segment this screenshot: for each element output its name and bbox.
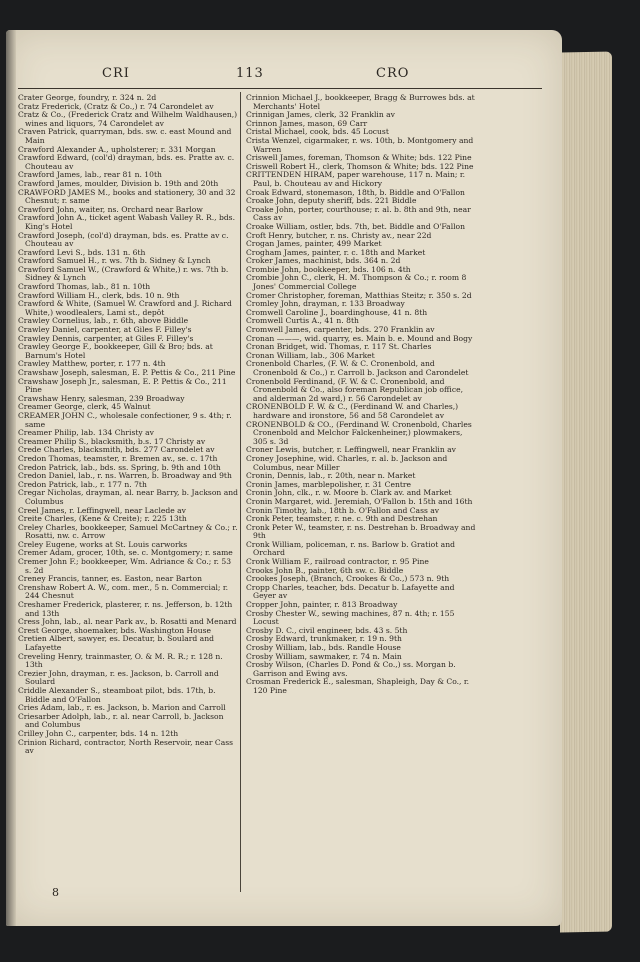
directory-entry: Craven Patrick, quarryman, bds. sw. c. east Mound and Main xyxy=(18,127,232,145)
directory-entry: Crinion Richard, contractor, North Reservoir, near Cass av xyxy=(18,737,234,756)
directory-entry: Cronan Bridget, wid. Thomas, r. 117 St. Charles xyxy=(246,342,432,352)
directory-entry: Crawley Dennis, carpenter, at Giles F. Filley's xyxy=(18,333,194,343)
directory-entry: Crest George, shoemaker, bds. Washington House xyxy=(18,625,212,635)
directory-entry: Crawshaw Henry, salesman, 239 Broadway xyxy=(18,393,185,403)
directory-entry: Cratz Frederick, (Cratz & Co.,) r. 74 Carondelet av xyxy=(18,101,214,111)
directory-entry: Crawford Alexander A., upholsterer; r. 331 Morgan xyxy=(18,144,216,154)
header-left-guide-word: CRI xyxy=(102,66,130,81)
directory-entry: Cropp Charles, teacher, bds. Decatur b. Lafayette and Geyer av xyxy=(246,582,455,601)
directory-entry: Crosby D. C., civil engineer, bds. 43 s. 5th xyxy=(246,625,408,635)
directory-entry: Crosby William, lab., bds. Randle House xyxy=(246,643,401,652)
directory-entry: Credon Thomas, teamster, r. Bremen av., se. c. 17th xyxy=(18,453,218,463)
directory-entry: Creamer Philip, lab. 134 Christy av xyxy=(18,428,154,438)
directory-entry: Credon Daniel, lab., r. ns. Warren, b. Broadway and 9th xyxy=(18,471,232,481)
directory-entry: Cregar Nicholas, drayman, al. near Barry, b. Jackson and Columbus xyxy=(18,488,238,506)
directory-entry: Credon Patrick, lab., bds. ss. Spring, b. 9th and 10th xyxy=(18,462,221,472)
directory-entry: Cries Adam, lab., r. es. Jackson, b. Marion and Carroll xyxy=(18,703,226,713)
page-edge-stack xyxy=(560,52,612,933)
directory-entry: Cratz & Co., (Frederick Cratz and Wilhelm Waldhausen,) wines and liquors, 74 Carondelet av xyxy=(18,110,238,128)
directory-entry: Crawford John, waiter, ns. Orchard near Barlow xyxy=(18,204,203,214)
directory-entry: Criswell Robert H., clerk, Thomson & White; bds. 122 Pine xyxy=(246,161,474,171)
directory-entry: Cronan William, lab., 306 Market xyxy=(246,350,375,360)
directory-entry: Crinnigan James, clerk, 32 Franklin av xyxy=(246,110,395,120)
directory-entry: Cronin Timothy, lab., 18th b. O'Fallon and Cass av xyxy=(246,505,440,515)
directory-entry: Croker James, machinist, bds. 364 n. 2d xyxy=(246,256,401,266)
header-rule xyxy=(18,88,542,89)
directory-entry: Cronk Peter W., teamster, r. ns. Destrehan b. Broadway and 9th xyxy=(246,522,476,541)
directory-entry: Crista Wenzel, cigarmaker, r. ws. 10th, b. Montgomery and Warren xyxy=(246,135,474,154)
column-divider xyxy=(240,92,241,892)
directory-entry: Crosby Wilson, (Charles D. Pond & Co.,) ss. Morgan b. Garrison and Ewing avs. xyxy=(246,660,456,678)
directory-entry: Cronk William, policeman, r. ns. Barlow b. Gratiot and Orchard xyxy=(246,539,455,558)
directory-entry: Crawford Samuel W., (Crawford & White,) r. ws. 7th b. Sidney & Lynch xyxy=(18,264,229,283)
directory-entry: Creamer George, clerk, 45 Walnut xyxy=(18,402,151,412)
directory-entry: Creney Francis, tanner, es. Easton, near Barton xyxy=(18,574,202,584)
header-right-guide-word: CRO xyxy=(376,66,410,81)
directory-entry: Crawford & White, (Samuel W. Crawford and J. Richard White,) woodlealers, Lami st., depôt xyxy=(18,299,232,317)
directory-entry: Croner Lewis, butcher, r. Leffingwell, near Franklin av xyxy=(246,445,456,455)
directory-entry: Crenshaw Robert A. W., com. mer., 5 n. Commercial; r. 244 Chesnut xyxy=(18,582,229,601)
directory-entry: Croake John, deputy sheriff, bds. 221 Biddle xyxy=(246,196,417,206)
directory-entry: Crogan James, painter, 499 Market xyxy=(246,239,382,249)
directory-entry: Croake William, ostler, bds. 7th, bet. Biddle and O'Fallon xyxy=(246,221,466,231)
directory-entry: Criswell James, foreman, Thomson & White; bds. 122 Pine xyxy=(246,153,472,163)
directory-entry: Crombie John, bookkeeper, bds. 106 n. 4th xyxy=(246,264,411,274)
directory-entry: Crawford Thomas, lab., 81 n. 10th xyxy=(18,282,151,292)
directory-entry: Crawford Samuel H., r. ws. 7th b. Sidney & Lynch xyxy=(18,256,211,266)
directory-entry: Cronin Margaret, wid. Jeremiah, O'Fallon b. 15th and 16th xyxy=(246,496,473,506)
directory-entry: Crooks John B., painter, 6th sw. c. Biddle xyxy=(246,565,404,575)
directory-entry: Cronin John, clk., r. w. Moore b. Clark av. and Market xyxy=(246,488,452,498)
signature-mark: 8 xyxy=(52,886,59,899)
directory-entry: Cremer John F.; bookkeeper, Wm. Adriance & Co.; r. 53 s. 2d xyxy=(18,557,232,575)
directory-entry: Crosby William, sawmaker, r. 74 n. Main xyxy=(246,651,402,661)
directory-entry: Cronin, Dennis, lab., r. 20th, near n. Market xyxy=(246,471,416,481)
directory-entry: CREAMER JOHN C., wholesale confectioner, 9 s. 4th; r. same xyxy=(18,410,232,429)
directory-entry: Crawford Levi S., bds. 131 n. 6th xyxy=(18,247,146,257)
directory-entry: Cronk William F., railroad contractor, r. 95 Pine xyxy=(246,557,429,567)
directory-entry: Cromwell Curtis A., 41 n. 8th xyxy=(246,316,359,326)
directory-entry: Creveling Henry, trainmaster, O. & M. R. R.; r. 128 n. 13th xyxy=(18,651,223,670)
directory-entry: Crawshaw Joseph Jr., salesman, E. P. Pettis & Co., 211 Pine xyxy=(18,376,227,395)
directory-entry: Crawford James, moulder, Division b. 19th and 20th xyxy=(18,178,219,188)
directory-entry: Creley Charles, bookkeeper, Samuel McCartney & Co.; r. Rosatti, nw. c. Arrow xyxy=(18,522,238,541)
directory-entry: Cromwell James, carpenter, bds. 270 Franklin av xyxy=(246,325,435,335)
directory-entry: Crookes Joseph, (Branch, Crookes & Co.,) 573 n. 9th xyxy=(246,574,450,584)
directory-entry: Cronin James, marblepolisher, r. 31 Centre xyxy=(246,479,412,489)
directory-entry: Credon Patrick, lab., r. 177 n. 7th xyxy=(18,479,147,489)
directory-entry: Cromer Christopher, foreman, Matthias Steitz; r. 350 s. 2d xyxy=(246,290,472,300)
directory-entry: Crezier John, drayman, r. es. Jackson, b. Carroll and Soulard xyxy=(18,668,219,687)
directory-entry: Crinnion Michael J., bookkeeper, Bragg & Burrowes bds. at Merchants' Hotel xyxy=(246,93,475,111)
directory-entry: Crosby Edward, trunkmaker, r. 19 n. 9th xyxy=(246,634,402,644)
directory-entry: Crosman Frederick E., salesman, Shapleigh, Day & Co., r. 120 Pine xyxy=(246,677,470,695)
directory-entry: Croney Josephine, wid. Charles, r. al. b. Jackson and Columbus, near Miller xyxy=(246,453,448,472)
directory-entry: Cronan ———, wid. quarry, es. Main b. e. Mound and Bogy xyxy=(246,333,473,343)
directory-entry: Creley Eugene, works at St. Louis carworks xyxy=(18,539,188,549)
right-column xyxy=(246,94,478,696)
directory-entry: Crogham James, painter, r. c. 18th and Market xyxy=(246,247,426,257)
directory-entry: Cromwell Caroline J., boardinghouse, 41 n. 8th xyxy=(246,307,428,317)
directory-entry: Cronenbold Ferdinand, (F. W. & C. Cronenbold, and Cronenbold & Co., also foreman Republican job office, and alderman 2d ward,) r. 56 Carondelet av xyxy=(246,376,463,403)
directory-entry: Crede Charles, blacksmith, bds. 277 Carondelet av xyxy=(18,445,215,455)
directory-entry: Creite Charles, (Kene & Creite); r. 225 13th xyxy=(18,514,187,524)
directory-entry: Crombie John C., clerk, H. M. Thompson & Co.; r. room 8 Jones' Commercial College xyxy=(246,273,467,292)
directory-entry: Crawley Cornelius, lab., r. 6th, above Biddle xyxy=(18,316,189,326)
binding-gutter xyxy=(6,30,16,926)
directory-entry: CRONENBOLD F. W. & C., (Ferdinand W. and Charles,) hardware and ironstore, 56 and 58 Carondelet av xyxy=(246,402,459,420)
directory-entry: CRITTENDEN HIRAM, paper warehouse, 117 n. Main; r. Paul, b. Chouteau av and Hickory xyxy=(246,170,466,188)
directory-entry: Cress John, lab., al. near Park av., b. Rosatti and Menard xyxy=(18,617,237,627)
directory-entry: Crawford William H., clerk, bds. 10 n. 9th xyxy=(18,290,180,300)
directory-entry: Cronenbold Charles, (F. W. & C. Cronenbold, and Cronenbold & Co.,) r. Carroll b. Jackson and Carondelet xyxy=(246,359,469,377)
directory-entry: Crawford John A., ticket agent Wabash Valley R. R., bds. King's Hotel xyxy=(18,213,235,231)
directory-entry: Crawley George F., bookkeeper, Gill & Bro; bds. at Barnum's Hotel xyxy=(18,342,213,360)
directory-entry: Creshamer Frederick, plasterer, r. ns. Jefferson, b. 12th and 13th xyxy=(18,600,233,618)
directory-entry: Crawley Matthew, porter, r. 177 n. 4th xyxy=(18,359,166,369)
directory-page xyxy=(6,30,562,926)
directory-entry: Croak Edward, stonemason, 18th, b. Biddle and O'Fallon xyxy=(246,187,465,197)
directory-entry: Cronk Peter, teamster, r. ne. c. 9th and Destrehan xyxy=(246,514,438,524)
directory-entry: Crawley Daniel, carpenter, at Giles F. Filley's xyxy=(18,325,192,335)
directory-entry: Criesarber Adolph, lab., r. al. near Carroll, b. Jackson and Columbus xyxy=(18,711,224,730)
directory-entry: Crawshaw Joseph, salesman, E. P. Pettis & Co., 211 Pine xyxy=(18,368,236,377)
directory-entry: Cromley John, drayman, r. 133 Broadway xyxy=(246,299,405,309)
directory-entry: CRONENBOLD & CO., (Ferdinand W. Cronenbold, Charles Cronenbold and Melchor Falckenheiner,) plowmakers, 305 s. 3d xyxy=(246,419,472,446)
directory-entry: Creamer Philip S., blacksmith, b.s. 17 Christy av xyxy=(18,436,206,446)
directory-entry: Cremer Adam, grocer, 10th, se. c. Montgomery; r. same xyxy=(18,548,233,558)
directory-entry: Croft Henry, butcher, r. ns. Christy av., near 22d xyxy=(246,230,432,240)
directory-entry: Crater George, foundry, r. 324 n. 2d xyxy=(18,93,157,102)
running-header xyxy=(18,66,538,86)
directory-entry: Crilley John C., carpenter, bds. 14 n. 12th xyxy=(18,728,179,738)
directory-entry: Crinnon James, mason, 69 Carr xyxy=(246,118,368,128)
directory-entry: Cristal Michael, cook, bds. 45 Locust xyxy=(246,127,389,137)
directory-entry: Criddle Alexander S., steamboat pilot, bds. 17th, b. Biddle and O'Fallon xyxy=(18,685,216,704)
directory-entry: Crawford James, lab., rear 81 n. 10th xyxy=(18,170,162,180)
left-column xyxy=(18,94,238,756)
directory-entry: Crawford Edward, (col'd) drayman, bds. es. Pratte av. c. Chouteau av xyxy=(18,153,235,171)
directory-entry: Cropper John, painter, r. 813 Broadway xyxy=(246,600,398,610)
directory-entry: Crawford Joseph, (col'd) drayman, bds. es. Pratte av c. Chouteau av xyxy=(18,230,229,249)
directory-entry: Cretien Albert, sawyer, es. Decatur, b. Soulard and Lafayette xyxy=(18,634,214,652)
directory-entry: Creel James, r. Leffingwell, near Laclede av xyxy=(18,505,186,515)
directory-entry: CRAWFORD JAMES M., books and stationery, 30 and 32 Chesnut; r. same xyxy=(18,187,236,206)
page-number: 113 xyxy=(236,66,264,81)
directory-entry: Crosby Chester W., sewing machines, 87 n. 4th; r. 155 Locust xyxy=(246,608,455,627)
directory-entry: Croake John, porter, courthouse; r. al. b. 8th and 9th, near Cass av xyxy=(246,204,471,223)
